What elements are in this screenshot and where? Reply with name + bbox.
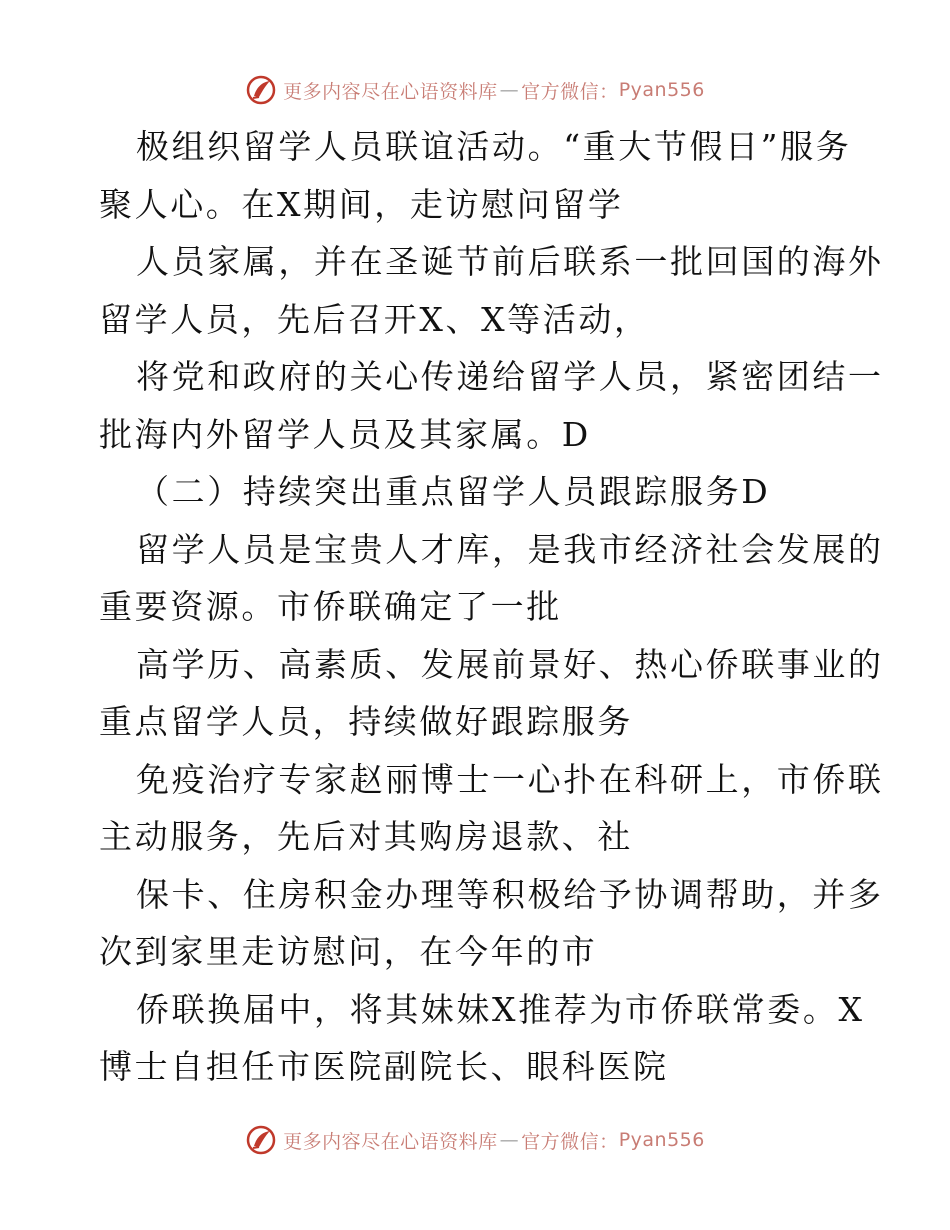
watermark-text: 更多内容尽在心语资料库 (283, 80, 498, 103)
paragraph (99, 636, 884, 751)
watermark-handle: Pyan556 (618, 79, 705, 101)
watermark-official: 官方微信： (521, 1130, 619, 1153)
paragraph-line: 聚人心。在X期间，走访慰问留学 (99, 184, 624, 224)
paragraph (99, 118, 851, 233)
paragraph (99, 348, 884, 463)
paragraph (99, 866, 884, 981)
paragraph-line: 高学历、高素质、发展前景好、热心侨联事业的 (136, 644, 884, 684)
paragraph-line: 留学人员是宝贵人才库，是我市经济社会发展的 (136, 529, 884, 569)
paragraph-line: 次到家里走访慰问，在今年的市 (99, 932, 598, 971)
paragraph-line: （二）持续突出重点留学人员跟踪服务D (136, 472, 771, 511)
paragraph-line: 重点留学人员，持续做好跟踪服务 (99, 702, 633, 741)
paragraph-line: 免疫治疗专家赵丽博士一心扑在科研上，市侨联 (136, 759, 884, 799)
paragraph-line: 主动服务，先后对其购房退款、社 (99, 817, 633, 856)
paragraph-line: 重要资源。市侨联确定了一批 (99, 587, 562, 626)
paragraph (99, 233, 884, 348)
section-heading (99, 463, 851, 521)
paragraph-line: 保卡、住房积金办理等积极给予协调帮助，并多 (136, 874, 884, 914)
header-watermark (0, 70, 950, 110)
watermark-text: 更多内容尽在心语资料库 (283, 1130, 498, 1153)
brand-logo-icon (245, 1124, 277, 1156)
paragraph-line: 将党和政府的关心传递给留学人员，紧密团结一 (136, 357, 884, 396)
watermark-handle: Pyan556 (618, 1129, 705, 1151)
brand-logo-icon (245, 74, 277, 106)
paragraph-line: 极组织留学人员联谊活动。“重大节假日”服务 (136, 127, 852, 166)
footer-watermark (0, 1120, 950, 1160)
watermark-separator: — (499, 1129, 520, 1151)
paragraph (99, 981, 865, 1096)
paragraph-line: 博士自担任市医院副院长、眼科医院 (99, 1047, 669, 1086)
paragraph (99, 751, 884, 866)
paragraph-line: 人员家属，并在圣诞节前后联系一批回国的海外 (136, 242, 884, 281)
paragraph-line: 侨联换届中，将其妹妹X推荐为市侨联常委。X (136, 989, 865, 1029)
document-body (99, 118, 884, 1096)
watermark-separator: — (499, 79, 520, 101)
paragraph-line: 留学人员，先后召开X、X等活动， (99, 299, 650, 339)
watermark-official: 官方微信： (521, 80, 619, 103)
paragraph-line: 批海内外留学人员及其家属。D (99, 414, 591, 454)
paragraph (99, 521, 884, 636)
